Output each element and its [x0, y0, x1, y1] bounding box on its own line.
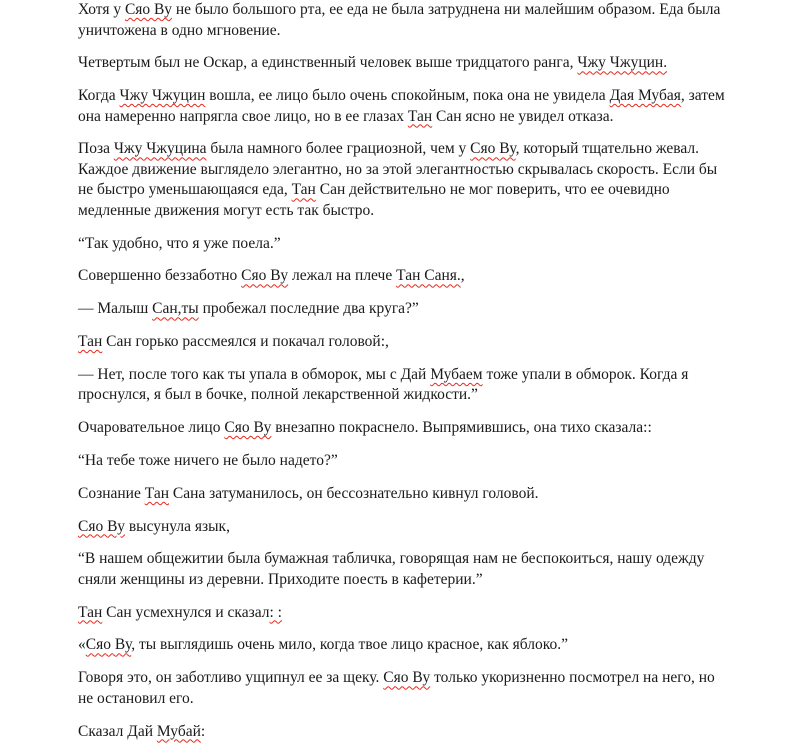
document-body[interactable]	[78, 0, 728, 754]
paragraph	[78, 86, 728, 127]
spellcheck-flagged-word: Сяо Ву	[470, 140, 516, 158]
spellcheck-flagged-word: Сяо Ву	[383, 669, 431, 687]
paragraph	[78, 266, 728, 287]
text-run: — Нет, после того как ты упала в обморок, мы с Дай	[78, 365, 431, 383]
spellcheck-flagged-word: Чжу Чжуцин.	[577, 54, 668, 72]
paragraph	[78, 0, 728, 41]
paragraph	[78, 365, 728, 406]
text-run: “На тебе тоже ничего не было надето?”	[78, 451, 338, 469]
spellcheck-flagged-word: Тан	[291, 181, 316, 199]
text-run: лежал на плече	[288, 267, 397, 285]
text-run: Сан горько рассмеялся и покачал головой:,	[102, 333, 389, 351]
text-run: вошла, ее лицо было очень спокойным, пока она не увидела	[205, 87, 610, 105]
text-run: только укоризненно посмотрел на него, но не остановил его.	[78, 669, 715, 707]
spellcheck-flagged-word: Мубай	[156, 722, 201, 740]
text-run: , который тщательно жевал. Каждое движение выглядело элегантно, но за этой элегантностью скрывалась скорость. Если бы не быстро уменьшающаяся еда,	[78, 140, 718, 199]
text-run: внезапно покраснело. Выпрямившись, она тихо сказала::	[271, 419, 652, 437]
paragraph	[78, 234, 728, 255]
paragraph	[78, 549, 728, 590]
text-run: не было большого рта, ее еда не была затруднена ни малейшим образом. Еда была уничтожена в одно мгновение.	[78, 1, 721, 39]
text-run: :	[200, 722, 206, 740]
spellcheck-flagged-word: Сяо Ву	[78, 517, 125, 535]
spellcheck-flagged-word: Тан Саня.	[396, 267, 461, 285]
text-run: — Малыш	[78, 300, 153, 318]
paragraph	[78, 635, 728, 656]
spellcheck-flagged-word: Сяо Ву	[124, 1, 172, 18]
text-run: “Так удобно, что я уже поела.”	[78, 234, 281, 252]
spellcheck-flagged-word: Тан	[407, 107, 433, 125]
spellcheck-flagged-word: Сяо Ву	[224, 419, 272, 437]
text-run: “В нашем общежитии была бумажная табличка, говорящая нам не беспокоиться, нашу одежду сняли женщины из деревни. Приходите поесть в кафетерии.”	[78, 550, 705, 588]
text-run: Очаровательное лицо	[78, 419, 225, 437]
text-run: Хотя у	[78, 1, 125, 18]
paragraph	[78, 451, 728, 472]
spellcheck-flagged-word: Дая Мубая	[609, 87, 681, 105]
text-run: , затем она намеренно напрягла свое лицо, но в ее глазах	[78, 87, 725, 125]
spellcheck-flagged-word: Сяо Ву	[241, 267, 289, 285]
text-run: Сознание	[78, 484, 145, 502]
paragraph	[78, 517, 728, 538]
paragraph	[78, 722, 728, 743]
spellcheck-flagged-word: Сяо Ву	[85, 636, 132, 654]
text-run: ,	[460, 267, 465, 285]
text-run: Когда	[78, 87, 120, 105]
paragraph	[78, 53, 728, 74]
text-run: , ты выглядишь очень мило, когда твое лицо красное, как яблоко.”	[131, 636, 569, 654]
text-run: «	[78, 636, 86, 654]
spellcheck-flagged-word: Тан	[78, 333, 103, 351]
text-run: тоже упали в обморок. Когда я проснулся, я был в бочке, полной лекарственной жидкости.”	[78, 365, 689, 404]
text-run: высунула язык,	[124, 517, 230, 535]
text-run: Сан ясно не увидел отказа.	[432, 107, 614, 125]
paragraph	[78, 603, 728, 624]
paragraph	[78, 418, 728, 439]
spellcheck-flagged-word: Тан	[144, 484, 169, 502]
spellcheck-flagged-word: Мубаем	[430, 365, 483, 383]
text-run: Четвертым был не Оскар, а единственный человек выше тридцатого ранга,	[78, 54, 578, 72]
text-run: Сан действительно не мог поверить, что ее очевидно медленные движения могут есть так быстро.	[78, 181, 670, 219]
text-run: была намного более грациозной, чем у	[206, 140, 471, 158]
spellcheck-flagged-word: : :	[269, 603, 282, 621]
paragraph	[78, 668, 728, 709]
spellcheck-flagged-word: Чжу Чжуцин	[119, 87, 206, 105]
text-run: Поза	[78, 140, 114, 158]
text-run: Сана затуманилось, он бессознательно кивнул головой.	[169, 484, 539, 502]
paragraph	[78, 299, 728, 320]
text-run: Говоря это, он заботливо ущипнул ее за щеку.	[78, 669, 384, 687]
spellcheck-flagged-word: Тан	[78, 603, 103, 621]
text-run: Сказал Дай	[78, 722, 157, 740]
text-run: Сан усмехнулся и сказал	[102, 603, 270, 621]
spellcheck-flagged-word: Чжу Чжуцина	[113, 140, 207, 158]
paragraph	[78, 332, 728, 353]
text-run: Совершенно беззаботно	[78, 267, 242, 285]
paragraph	[78, 484, 728, 505]
paragraph	[78, 139, 728, 221]
text-run: пробежал последние два круга?”	[198, 300, 419, 318]
spellcheck-flagged-word: Сан,ты	[152, 300, 199, 318]
